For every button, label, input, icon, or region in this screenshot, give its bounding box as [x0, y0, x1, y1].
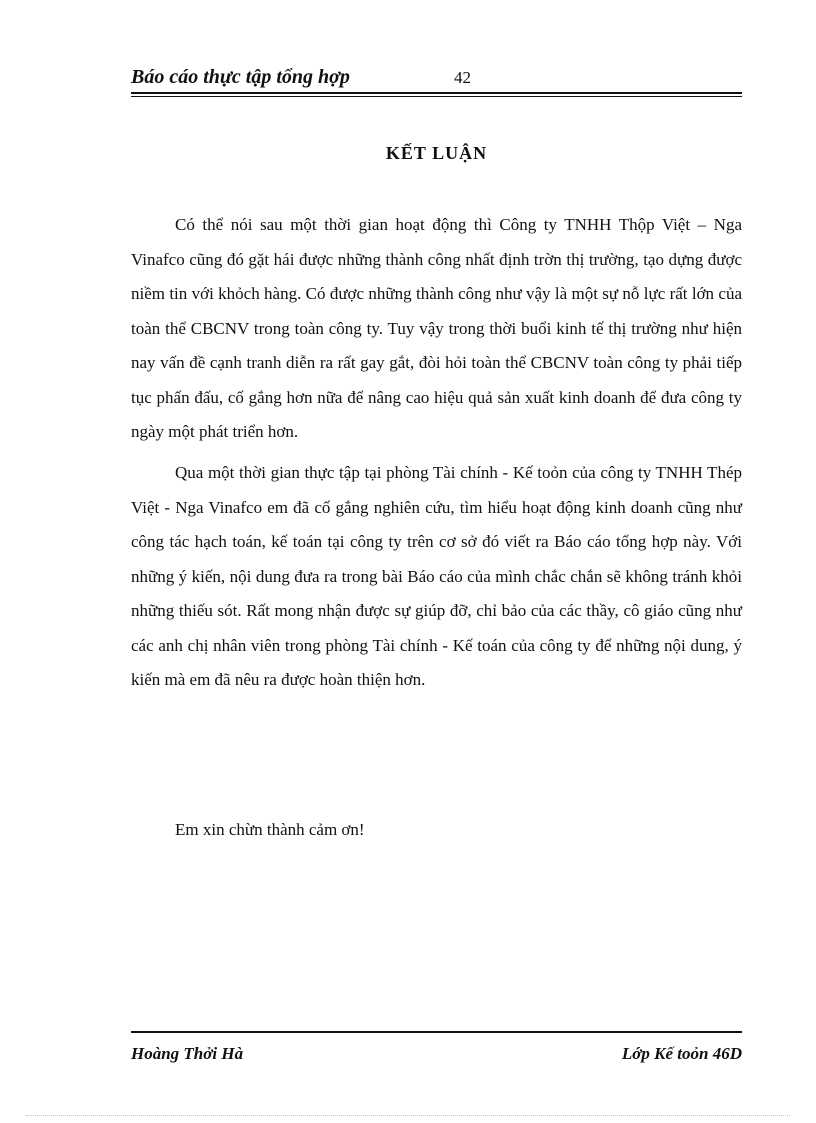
footer-class: Lớp Kế toỏn 46D: [621, 1044, 742, 1063]
section-heading: KẾT LUẬN: [385, 143, 488, 163]
page-edge-divider: [26, 1115, 790, 1116]
header-title: Báo cáo thực tập tổng hợp: [131, 66, 350, 88]
paragraph-thanks: Em xin chừn thành cảm ơn!: [175, 820, 365, 839]
page-header: [131, 64, 742, 92]
paragraph-internship: Qua một thời gian thực tập tại phòng Tài chính - Kế toỏn của công ty TNHH Thép Việt - Nga Vinafco em đã cố gắng nghiên cứu, tìm hiểu hoạt động kinh doanh cũng như công tác hạch toán, kế toán tại công ty trên cơ sở đó viết ra Báo cáo tổng hợp này. Với những ý kiến, nội dung đưa ra trong bài Báo cáo của mình chắc chắn sẽ không tránh khỏi những thiếu sót. Rất mong nhận được sự giúp đỡ, chỉ bảo của các thầy, cô giáo cũng như các anh chị nhân viên trong phòng Tài chính - Kế toán của công ty để những nội dung, ý kiến mà em đã nêu ra được hoàn thiện hơn.: [131, 463, 742, 689]
footer-rule: [131, 1031, 742, 1033]
header-rule-thin: [131, 96, 742, 97]
page-number: 42: [454, 68, 471, 87]
paragraph-conclusion: Có thể nói sau một thời gian hoạt động thì Công ty TNHH Thộp Việt – Nga Vinafco cũng đó gặt hái được những thành công nhất định trờn thị trường, tạo dựng được niềm tin với khỏch hàng. Có được những thành công như vậy là một sự nỗ lực rất lớn của toàn thể CBCNV trong toàn công ty. Tuy vậy trong thời buổi kinh tế thị trường như hiện nay vấn đề cạnh tranh diễn ra rất gay gắt, đòi hỏi toàn thể CBCNV toàn công ty phải tiếp tục phấn đấu, cố gắng hơn nữa để nâng cao hiệu quả sản xuất kinh doanh để đưa công ty ngày một phát triển hơn.: [131, 215, 742, 441]
header-rule-thick: [131, 92, 742, 94]
footer-author: Hoàng Thởi Hà: [131, 1044, 244, 1063]
